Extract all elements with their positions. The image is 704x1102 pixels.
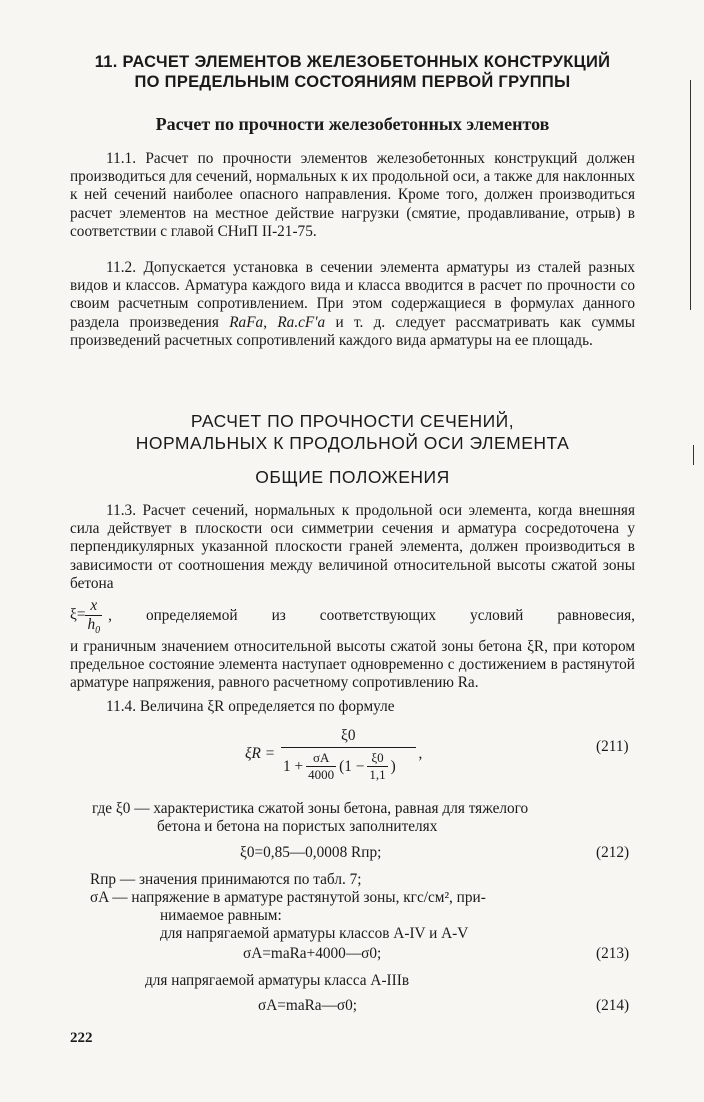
paragraph-11-2: 11.2. Допускается установка в сечении элемента арматуры из сталей разных видов и классов. Арматура каждого вида и класса вводится в расчет по прочности со своим расчетным сопротивлением. При этом содержащиеся в формулах данного раздела произведения RaFa, Ra.cF'a и т. д. следует рассматривать как суммы произведений расчетных сопротивлений каждого вида арматуры на ее площадь.: [70, 259, 635, 349]
def-sigma-c: для напрягаемой арматуры классов A-IV и A-V: [160, 925, 469, 942]
paragraph-11-4-text: 11.4. Величина ξR определяется по формуле: [106, 698, 395, 715]
def-sigma-b: нимаемое равным:: [160, 907, 282, 924]
def-sigma-a: σA — напряжение в арматуре растянутой зоны, кгс/см², при-: [90, 889, 486, 906]
page-edge-mark-2: [693, 445, 694, 465]
def-rpr: Rпр — значения принимаются по табл. 7;: [90, 871, 362, 888]
paragraph-11-3-c: и граничным значением относительной высоты сжатой зоны бетона ξR, при котором предельное состояние элемента наступает одновременно с достижением в растянутой арматуре напряжения, равного расчетному сопротивлению Ra.: [70, 638, 635, 692]
paragraph-11-4: [70, 698, 635, 716]
xi-fraction: $\frac{x}{h_0}$: [87, 597, 101, 637]
equation-214: σA=maRa—σ0;: [258, 997, 358, 1014]
equation-213-number: (213): [596, 945, 630, 962]
page-edge-mark: [690, 80, 691, 310]
for-aiiib: для напрягаемой арматуры класса A-IIIв: [145, 972, 410, 989]
paragraph-11-3-b: , определяемой из соответствующих условий равновесия,: [108, 606, 635, 624]
equation-212-number: (212): [596, 844, 630, 861]
paragraph-11-1: [70, 150, 635, 241]
paragraph-11-2-a: 11.2. Допускается установка в сечении элемента арматуры из сталей разных видов и классов. Арматура каждого вида и класса вводится в расчет по прочности со своим расчетным сопротивлением. При этом содержащиеся в формулах данного раздела произведения: [70, 259, 635, 331]
formula-racFa: Ra.cF'a: [277, 313, 326, 331]
chapter-title-line2: ПО ПРЕДЕЛЬНЫМ СОСТОЯНИЯМ ПЕРВОЙ ГРУППЫ: [134, 73, 571, 91]
chapter-title-line1: 11. РАСЧЕТ ЭЛЕМЕНТОВ ЖЕЛЕЗОБЕТОННЫХ КОНСТРУКЦИЙ: [94, 53, 611, 71]
paragraph-11-2-b: и т. д. следует рассматривать как суммы произведений расчетных сопротивлений каждого вида арматуры на ее площадь.: [70, 313, 635, 349]
equation-213: σA=maRa+4000—σ0;: [243, 945, 382, 962]
paragraph-11-3: [70, 502, 635, 693]
subsection-title: РАСЧЕТ ПО ПРОЧНОСТИ СЕЧЕНИЙ, НОРМАЛЬНЫХ К ПРОДОЛЬНОЙ ОСИ ЭЛЕМЕНТА: [135, 411, 570, 453]
general-title: ОБЩИЕ ПОЛОЖЕНИЯ: [255, 467, 450, 487]
equation-211-number: (211): [596, 738, 629, 755]
equation-214-number: (214): [596, 997, 630, 1014]
section-title: Расчет по прочности железобетонных элементов: [155, 114, 550, 134]
where-xi0-b: бетона и бетона на пористых заполнителях: [157, 818, 438, 835]
paragraph-11-1-text: 11.1. Расчет по прочности элементов железобетонных конструкций должен производиться для сечений, нормальных к их продольной оси, а также для наклонных к ней сечений наиболее опасного направления. Кроме того, должен производиться расчет элементов на местное действие нагрузки (смятие, продавливание, отрыв) в соответствии с главой СНиП II-21-75.: [70, 150, 635, 240]
where-xi0-a: где ξ0 — характеристика сжатой зоны бетона, равная для тяжелого: [92, 800, 529, 817]
formula-raFa: RaFa: [229, 313, 264, 331]
chapter-title: [60, 52, 645, 92]
page-number: 222: [70, 1030, 93, 1046]
equation-212: ξ0=0,85—0,0008 Rпр;: [240, 844, 382, 861]
paragraph-11-3-a: 11.3. Расчет сечений, нормальных к продольной оси элемента, когда внешняя сила действует в плоскости оси симметрии сечения и арматура сосредоточена у перпендикулярных указанной плоскости граней элемента, должен производиться в зависимости от соотношения между величиной относительной высоты сжатой зоны бетона: [70, 502, 635, 592]
equation-211: ξR = ξ0 1 + $\frac{\sigma A}{4000}$ (1 − $\frac{\xi 0}{1,1}$ ) ,: [245, 727, 423, 782]
xi-symbol: ξ=: [70, 606, 86, 624]
